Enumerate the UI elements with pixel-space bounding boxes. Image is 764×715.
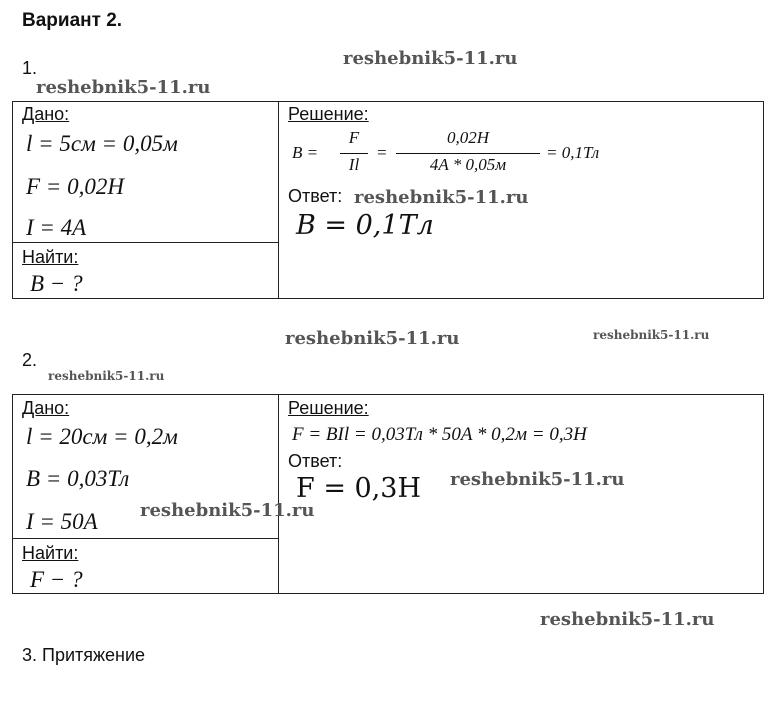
fraction-bar [340,153,368,154]
watermark: reshebnik5-11.ru [285,328,460,349]
formula-part: = [376,143,388,162]
formula-numerator: 0,02H [446,128,490,147]
watermark: reshebnik5-11.ru [343,48,518,69]
watermark: reshebnik5-11.ru [540,609,715,630]
formula-part: B = [292,143,319,162]
find-label: Найти: [22,543,79,563]
task3-answer: 3. Притяжение [22,645,146,665]
table-divider [12,538,278,539]
answer-label: Ответ: [288,186,343,206]
task1-number: 1. [22,58,38,78]
given-line: I = 4A [26,215,87,240]
formula-denominator: 4A * 0,05м [429,155,507,174]
given-line: l = 20см = 0,2м [26,424,178,449]
given-line: F = 0,02H [26,174,124,199]
given-label: Дано: [22,104,70,124]
watermark: reshebnik5-11.ru [36,77,211,98]
table-divider [278,394,279,594]
given-line: I = 50A [26,509,98,534]
table-divider [12,242,278,243]
page-title: Вариант 2. [22,10,123,31]
answer-value: F = 0,3H [296,473,422,504]
find-value: F − ? [30,567,83,592]
watermark: reshebnik5-11.ru [593,328,710,342]
fraction-bar [396,153,540,154]
formula-numerator: F [348,128,360,147]
solution-label: Решение: [288,398,369,418]
answer-label: Ответ: [288,451,343,471]
find-label: Найти: [22,247,79,267]
answer-value: B = 0,1Тл [296,210,434,241]
given-line: l = 5см = 0,05м [26,131,178,156]
task2-number: 2. [22,350,38,370]
find-value: B − ? [30,271,83,296]
watermark: reshebnik5-11.ru [140,500,315,521]
solution-label: Решение: [288,104,369,124]
formula-result: = 0,1Тл [546,143,600,162]
watermark: reshebnik5-11.ru [48,369,165,383]
given-line: B = 0,03Тл [26,466,130,491]
watermark: reshebnik5-11.ru [450,469,625,490]
formula-denominator: Il [348,155,360,174]
table-divider [278,101,279,299]
formula: F = BIl = 0,03Тл * 50A * 0,2м = 0,3H [292,424,587,445]
given-label: Дано: [22,398,70,418]
watermark: reshebnik5-11.ru [354,187,529,208]
